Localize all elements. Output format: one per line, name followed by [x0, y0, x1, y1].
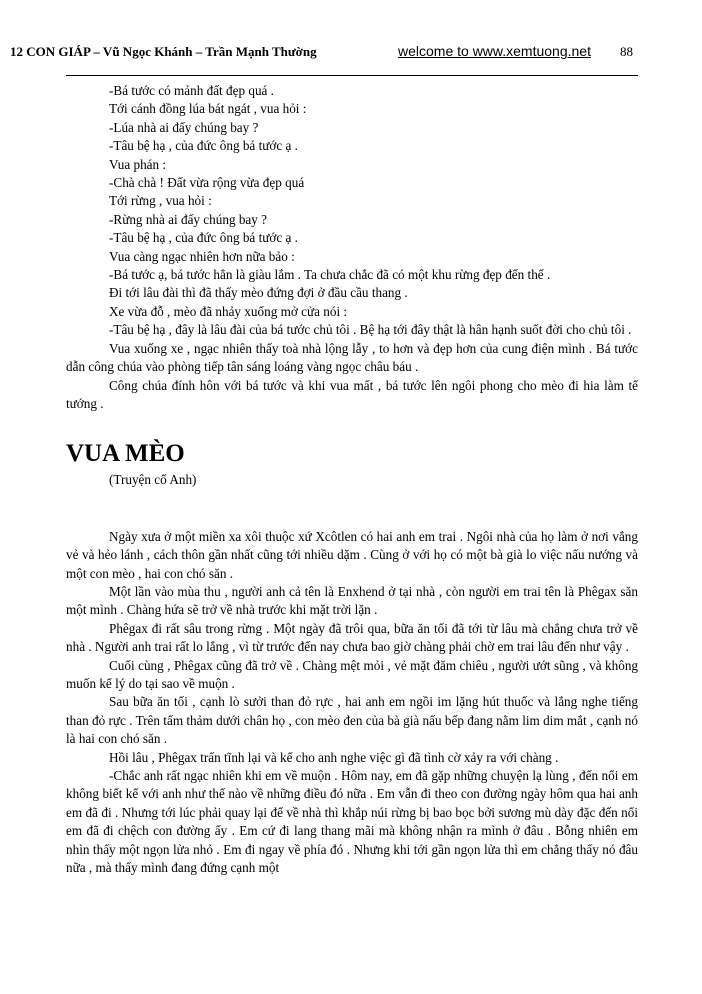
- website-link[interactable]: welcome to www.xemtuong.net: [398, 43, 591, 59]
- story-subtitle: (Truyện cổ Anh): [109, 472, 197, 488]
- paragraph: Tới rừng , vua hỏi :: [109, 193, 212, 209]
- paragraph: -Bá tước ạ, bá tước hẳn là giàu lắm . Ta chưa chắc đã có một khu rừng đẹp đến thế .: [109, 267, 551, 283]
- paragraph: -Chà chà ! Đất vừa rộng vừa đẹp quá: [109, 175, 305, 191]
- paragraph: Một lần vào mùa thu , người anh cả tên là Enxhend ở tại nhà , còn người em trai tên là Phêgax săn một mình . Chàng hứa sẽ trở về nhà trước khi mặt trời lặn .: [66, 583, 638, 618]
- paragraph: Hồi lâu , Phêgax trấn tĩnh lại và kể cho anh nghe việc gì đã tình cờ xảy ra với chàng .: [109, 749, 559, 765]
- paragraph: Ngày xưa ở một miền xa xôi thuộc xứ Xcôtlen có hai anh em trai . Ngôi nhà của họ làm ở nơi vắng vẻ và hẻo lánh , cách thôn gần nhất cũng tới nhiều dặm . Cùng ở với họ có một bà già lo việc nấu nướng và một con mèo , hai con chó săn .: [66, 528, 638, 581]
- paragraph: Vua xuống xe , ngạc nhiên thấy toà nhà lộng lẫy , to hơn và đẹp hơn của cung điện mình . Bá tước dẫn công chúa vào phòng tiếp tân sáng loáng vàng ngọc châu báu .: [66, 340, 638, 375]
- paragraph: Công chúa đính hôn với bá tước và khi vua mất , bá tước lên ngôi phong cho mèo đi hia làm tể tướng .: [66, 377, 638, 411]
- story-title: VUA MÈO: [66, 440, 185, 468]
- paragraph: Cuối cùng , Phêgax cũng đã trở về . Chàng mệt mỏi , vẻ mặt đăm chiêu , người ướt sũng , và không muốn kể lý do tại sao về muộn .: [66, 657, 638, 691]
- paragraph: Tới cánh đồng lúa bát ngát , vua hỏi :: [109, 101, 307, 117]
- page-header: [0, 44, 702, 66]
- paragraph: -Tâu bệ hạ , của đức ông bá tước ạ .: [109, 230, 298, 246]
- header-divider: [66, 75, 638, 76]
- paragraph: -Lúa nhà ai đấy chúng bay ?: [109, 119, 259, 135]
- paragraph: Đi tới lâu đài thì đã thấy mèo đứng đợi ở đầu cầu thang .: [109, 285, 408, 301]
- page-body: [66, 82, 638, 877]
- paragraph: -Tâu bệ hạ , của đức ông bá tước ạ .: [109, 138, 298, 154]
- paragraph: -Tâu bệ hạ , đây là lâu đài của bá tước chủ tôi . Bệ hạ tới đây thật là hân hạnh suốt đời cho chủ tôi .: [109, 322, 632, 338]
- paragraph: Vua phán :: [109, 156, 167, 172]
- paragraph: Phêgax đi rất sâu trong rừng . Một ngày đã trôi qua, bữa ăn tối đã tới từ lâu mà chẳng chưa trở về nhà . Người anh trai rất lo lắng , vì từ trước đến nay chưa bao giờ chàng phải chờ em trai lâu đến như vậy .: [66, 620, 638, 655]
- page-number: 88: [620, 44, 633, 59]
- paragraph: -Bá tước có mảnh đất đẹp quá .: [109, 83, 274, 98]
- paragraph: Sau bữa ăn tối , cạnh lò sưởi than đỏ rực , hai anh em ngồi im lặng hút thuốc và lắng nghe tiếng than đỏ rực . Trên tấm thảm dưới chân họ , con mèo đen của bà già nấu bếp đang nằm lim dim mắt , cạnh nó là hai con chó săn .: [66, 694, 638, 747]
- paragraph: Vua càng ngạc nhiên hơn nữa bảo :: [109, 248, 295, 264]
- story-text: [66, 528, 638, 878]
- book-title: 12 CON GIÁP – Vũ Ngọc Khánh – Trần Mạnh Thường: [10, 44, 317, 59]
- paragraph: -Rừng nhà ai đấy chúng bay ?: [109, 211, 268, 227]
- paragraph: Xe vừa đỗ , mèo đã nhảy xuống mở cửa nói :: [109, 303, 348, 319]
- paragraph: -Chắc anh rất ngạc nhiên khi em về muộn . Hôm nay, em đã gặp những chuyện lạ lùng , đến nổi em không biết kể với anh như thế nào về những điều đó nữa . Em vẫn đi theo con đường ngày hôm qua hai anh em đã đi . Nhưng tới lúc phải quay lại để về nhà thì khắp núi rừng bị bao bọc bởi sương mù dày đặc đến nổi em đã đi chệch con đường ấy . Em cứ đi lang thang mãi mà không nhận ra mình ở đâu . Bỗng nhiên em nhìn thấy một ngọn lửa nhỏ . Em đi ngay về phía đó . Nhưng khi tới gần ngọn lửa thì em chẳng thấy nó đâu nữa , mà thấy mình đang đứng cạnh một: [66, 768, 638, 876]
